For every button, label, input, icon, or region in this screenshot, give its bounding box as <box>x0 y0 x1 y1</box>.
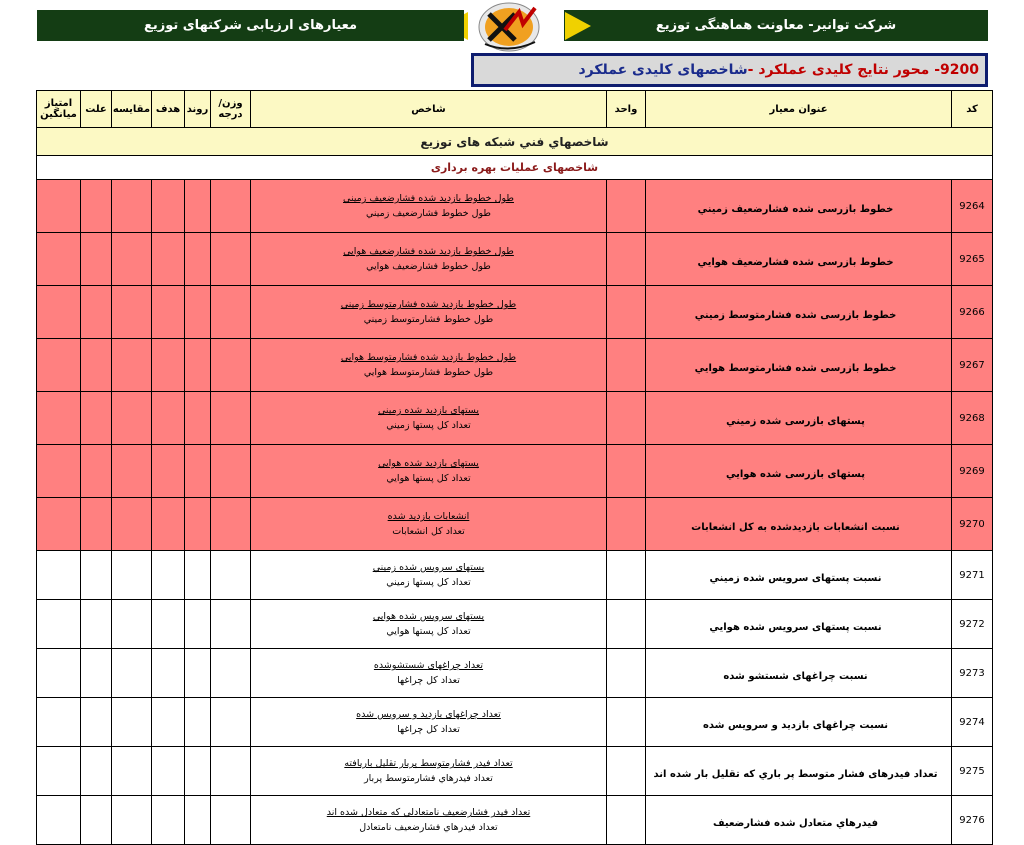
metric-denominator: تعداد کل پستها هوايي <box>386 626 471 637</box>
row-metric <box>251 600 607 649</box>
metric-denominator: تعداد کل انشعابات <box>392 526 465 537</box>
metric-numerator: طول خطوط بازدید شده فشارضعيف زميني <box>343 193 514 204</box>
row-trend <box>185 445 211 498</box>
row-target <box>152 180 185 233</box>
row-score <box>37 445 81 498</box>
row-cause <box>81 747 112 796</box>
metric-numerator: پستهای بازدید شده زميني <box>378 405 479 416</box>
row-compare <box>112 180 152 233</box>
section-subtitle <box>471 53 988 87</box>
row-title: پستهای بازرسی شده هوايي <box>646 445 952 498</box>
metric-denominator: تعداد فیدرهاي فشارضعيف نامتعادل <box>359 822 498 833</box>
row-weight <box>211 698 251 747</box>
row-compare <box>112 551 152 600</box>
row-weight <box>211 233 251 286</box>
row-code: 9275 <box>952 747 993 796</box>
row-trend <box>185 747 211 796</box>
table-row <box>37 600 993 649</box>
row-trend <box>185 600 211 649</box>
row-compare <box>112 600 152 649</box>
row-metric <box>251 233 607 286</box>
row-weight <box>211 796 251 845</box>
row-score <box>37 392 81 445</box>
metric-numerator: طول خطوط بازدید شده فشارمتوسط هوايي <box>340 352 517 363</box>
row-weight <box>211 498 251 551</box>
table-row <box>37 796 993 845</box>
col-header-metric: شاخص <box>251 91 607 128</box>
row-metric <box>251 796 607 845</box>
tavanir-logo-icon <box>475 0 547 52</box>
col-header-unit: واحد <box>607 91 646 128</box>
row-title: تعداد فیدرهای فشار متوسط پر باري که تقلیل بار شده اند <box>646 747 952 796</box>
row-weight <box>211 551 251 600</box>
row-unit <box>607 796 646 845</box>
row-trend <box>185 649 211 698</box>
row-trend <box>185 498 211 551</box>
col-header-cause: علت <box>81 91 112 128</box>
row-weight <box>211 600 251 649</box>
row-trend <box>185 180 211 233</box>
row-cause <box>81 233 112 286</box>
subgroup-row <box>37 156 993 180</box>
row-title: خطوط بازرسی شده فشارضعيف هوايي <box>646 233 952 286</box>
row-cause <box>81 445 112 498</box>
row-target <box>152 392 185 445</box>
table-row <box>37 233 993 286</box>
metric-numerator: تعداد فیدر فشارمتوسط پربار تقلیل باريافته <box>344 758 513 769</box>
row-unit <box>607 551 646 600</box>
row-score <box>37 796 81 845</box>
row-weight <box>211 649 251 698</box>
table-row <box>37 747 993 796</box>
row-score <box>37 286 81 339</box>
row-target <box>152 600 185 649</box>
group-title: شاخصهاي فني شبکه های توزيع <box>37 128 993 156</box>
row-compare <box>112 286 152 339</box>
right-arrow-icon <box>565 12 591 40</box>
col-header-weight: وزن/ درجه <box>211 91 251 128</box>
metric-denominator: تعداد فیدرهاي فشارمتوسط پربار <box>364 773 493 784</box>
row-compare <box>112 498 152 551</box>
metric-numerator: تعداد چراغهای شستشوشده <box>373 660 484 671</box>
row-metric <box>251 747 607 796</box>
row-target <box>152 747 185 796</box>
table-row <box>37 551 993 600</box>
row-code: 9265 <box>952 233 993 286</box>
metric-denominator: طول خطوط فشارضعيف هوايي <box>366 261 491 272</box>
row-metric <box>251 392 607 445</box>
row-weight <box>211 286 251 339</box>
row-score <box>37 339 81 392</box>
row-compare <box>112 392 152 445</box>
row-compare <box>112 233 152 286</box>
row-trend <box>185 339 211 392</box>
row-metric <box>251 286 607 339</box>
row-trend <box>185 698 211 747</box>
table-row <box>37 445 993 498</box>
row-title: خطوط بازرسی شده فشارمتوسط زميني <box>646 286 952 339</box>
col-header-title: عنوان معیار <box>646 91 952 128</box>
metric-denominator: طول خطوط فشارمتوسط هوايي <box>363 367 494 378</box>
row-score <box>37 698 81 747</box>
row-unit <box>607 698 646 747</box>
row-score <box>37 649 81 698</box>
row-weight <box>211 445 251 498</box>
row-weight <box>211 747 251 796</box>
row-code: 9276 <box>952 796 993 845</box>
row-cause <box>81 698 112 747</box>
row-weight <box>211 180 251 233</box>
row-trend <box>185 392 211 445</box>
row-compare <box>112 649 152 698</box>
row-metric <box>251 498 607 551</box>
metric-numerator: پستهای سرويس شده زميني <box>372 562 485 573</box>
table-row <box>37 698 993 747</box>
row-unit <box>607 498 646 551</box>
row-unit <box>607 747 646 796</box>
row-cause <box>81 600 112 649</box>
row-title: خطوط بازرسی شده فشارمتوسط هوايي <box>646 339 952 392</box>
row-weight <box>211 339 251 392</box>
company-title-banner <box>564 10 988 41</box>
company-title: شرکت توانیر- معاونت هماهنگی توزیع <box>655 18 897 33</box>
row-code: 9266 <box>952 286 993 339</box>
table-row <box>37 392 993 445</box>
table-row <box>37 339 993 392</box>
row-unit <box>607 600 646 649</box>
row-target <box>152 551 185 600</box>
top-header-bar <box>0 0 1024 52</box>
row-compare <box>112 698 152 747</box>
row-title: نسبت پستهای سرویس شده هوايي <box>646 600 952 649</box>
row-metric <box>251 445 607 498</box>
metric-numerator: تعداد چراغهای بازدید و سرويس شده <box>356 709 501 720</box>
row-score <box>37 747 81 796</box>
metric-numerator: طول خطوط بازدید شده فشارمتوسط زميني <box>340 299 517 310</box>
row-code: 9269 <box>952 445 993 498</box>
table-row <box>37 649 993 698</box>
row-code: 9267 <box>952 339 993 392</box>
row-unit <box>607 233 646 286</box>
row-metric <box>251 339 607 392</box>
row-score <box>37 180 81 233</box>
col-header-compare: مقایسه <box>112 91 152 128</box>
metric-denominator: طول خطوط فشارضعيف زميني <box>366 208 491 219</box>
subtitle-section-code: 9200- محور نتایج کلیدی عملکرد - <box>747 62 979 78</box>
table-header-row <box>37 91 993 128</box>
row-target <box>152 498 185 551</box>
table-row <box>37 180 993 233</box>
row-unit <box>607 286 646 339</box>
row-weight <box>211 392 251 445</box>
row-unit <box>607 180 646 233</box>
row-target <box>152 445 185 498</box>
metric-numerator: طول خطوط بازدید شده فشارضعيف هوايي <box>343 246 514 257</box>
row-compare <box>112 339 152 392</box>
col-header-target: هدف <box>152 91 185 128</box>
row-score <box>37 551 81 600</box>
row-score <box>37 233 81 286</box>
row-metric <box>251 649 607 698</box>
row-target <box>152 649 185 698</box>
row-trend <box>185 796 211 845</box>
row-cause <box>81 498 112 551</box>
metric-numerator: پستهای بازدید شده هوايي <box>378 458 479 469</box>
row-code: 9271 <box>952 551 993 600</box>
row-code: 9273 <box>952 649 993 698</box>
group-row <box>37 128 993 156</box>
row-unit <box>607 445 646 498</box>
metric-denominator: تعداد کل پستها زميني <box>386 577 471 588</box>
metric-denominator: تعداد کل چراغها <box>397 724 460 735</box>
row-title: نسبت چراغهای بازدید و سرويس شده <box>646 698 952 747</box>
row-code: 9270 <box>952 498 993 551</box>
metric-denominator: تعداد کل پستها هوايي <box>386 473 471 484</box>
row-cause <box>81 180 112 233</box>
row-unit <box>607 649 646 698</box>
row-cause <box>81 286 112 339</box>
subtitle-section-name: شاخصهای کلیدی عملکرد <box>578 62 748 78</box>
metric-denominator: تعداد کل پستها زميني <box>386 420 471 431</box>
row-score <box>37 498 81 551</box>
row-metric <box>251 698 607 747</box>
row-cause <box>81 649 112 698</box>
row-compare <box>112 747 152 796</box>
row-title: نسبت پستهای سرویس شده زميني <box>646 551 952 600</box>
col-header-trend: روند <box>185 91 211 128</box>
table-row <box>37 286 993 339</box>
row-code: 9274 <box>952 698 993 747</box>
row-target <box>152 233 185 286</box>
row-score <box>37 600 81 649</box>
kpi-table <box>36 90 993 845</box>
row-target <box>152 698 185 747</box>
row-target <box>152 286 185 339</box>
row-cause <box>81 392 112 445</box>
row-title: خطوط بازرسی شده فشارضعيف زميني <box>646 180 952 233</box>
row-trend <box>185 286 211 339</box>
row-code: 9264 <box>952 180 993 233</box>
row-trend <box>185 233 211 286</box>
metric-numerator: تعداد فیدر فشارضعیف نامتعادلي كه متعادل شده اند <box>326 807 531 818</box>
row-cause <box>81 551 112 600</box>
row-code: 9268 <box>952 392 993 445</box>
metric-numerator: پستهای سرويس شده هوايي <box>372 611 485 622</box>
row-title: نسبت انشعابات بازدیدشده به کل انشعابات <box>646 498 952 551</box>
metric-numerator: انشعابات بازدید شده <box>387 511 470 522</box>
row-title: نسبت چراغهای شستشو شده <box>646 649 952 698</box>
row-cause <box>81 796 112 845</box>
row-compare <box>112 796 152 845</box>
row-compare <box>112 445 152 498</box>
row-unit <box>607 339 646 392</box>
table-row <box>37 498 993 551</box>
row-unit <box>607 392 646 445</box>
row-title: پستهای بازرسی شده زميني <box>646 392 952 445</box>
col-header-code: کد <box>952 91 993 128</box>
row-target <box>152 796 185 845</box>
row-metric <box>251 551 607 600</box>
col-header-score: امتیاز میانگین <box>37 91 81 128</box>
subgroup-title: شاخصهای عملیات بهره برداری <box>37 156 993 180</box>
row-code: 9272 <box>952 600 993 649</box>
criteria-title-banner <box>37 10 464 41</box>
metric-denominator: طول خطوط فشارمتوسط زميني <box>363 314 494 325</box>
metric-denominator: تعداد کل چراغها <box>397 675 460 686</box>
row-title: فيدرهاي متعادل شده فشارضعيف <box>646 796 952 845</box>
row-metric <box>251 180 607 233</box>
row-target <box>152 339 185 392</box>
row-cause <box>81 339 112 392</box>
criteria-title: معیارهای ارزیابی شرکتهای توزیع <box>143 18 358 33</box>
row-trend <box>185 551 211 600</box>
